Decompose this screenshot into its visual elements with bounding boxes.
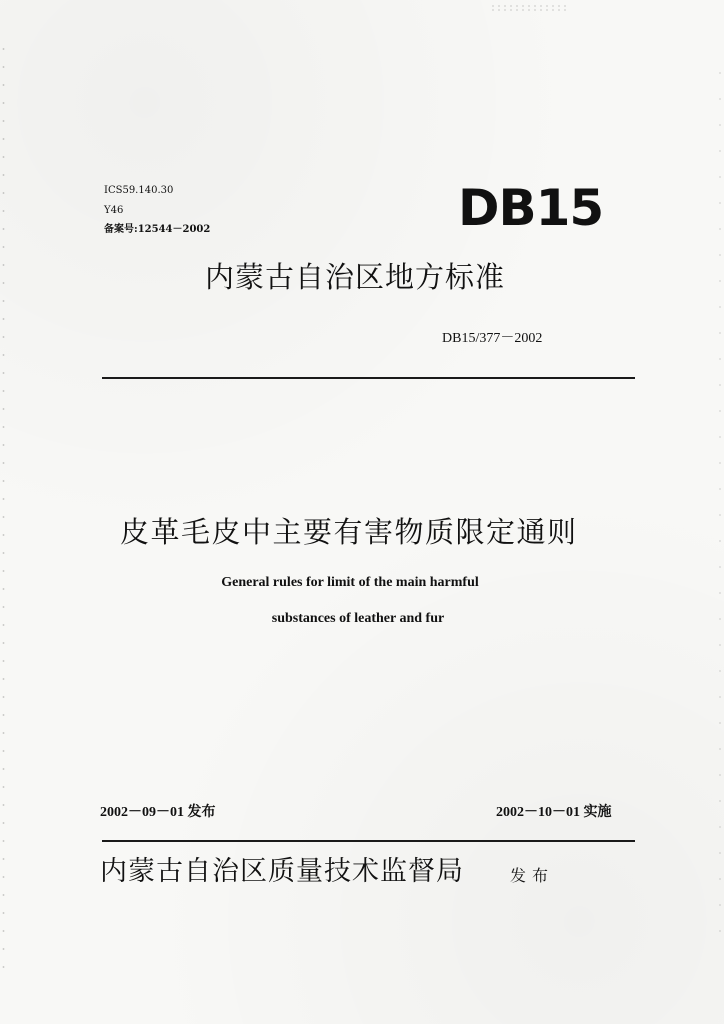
ics-code: ICS59.140.30 bbox=[104, 185, 174, 196]
record-number: 备案号:12544－2002 bbox=[104, 224, 211, 235]
bottom-divider bbox=[102, 840, 635, 842]
ccs-code: Y46 bbox=[104, 205, 124, 216]
standard-category: 内蒙古自治区地方标准 bbox=[205, 260, 506, 294]
title-english-line1: General rules for limit of the main harmful bbox=[221, 575, 479, 590]
scan-edge-marks-left bbox=[2, 40, 5, 980]
db15-logo: DB15 bbox=[458, 179, 604, 237]
issuing-authority: 内蒙古自治区质量技术监督局 bbox=[100, 856, 464, 887]
issued-label: 发布 bbox=[510, 866, 555, 885]
scan-smudge bbox=[490, 4, 570, 12]
issue-date: 2002－09－01 发布 bbox=[100, 805, 216, 820]
standard-number: DB15/377－2002 bbox=[442, 331, 543, 346]
scan-edge-marks-right bbox=[719, 60, 721, 940]
implementation-date: 2002－10－01 实施 bbox=[496, 805, 612, 820]
title-english-line2: substances of leather and fur bbox=[271, 611, 445, 626]
title-chinese: 皮革毛皮中主要有害物质限定通则 bbox=[120, 515, 578, 549]
top-divider bbox=[102, 377, 635, 379]
